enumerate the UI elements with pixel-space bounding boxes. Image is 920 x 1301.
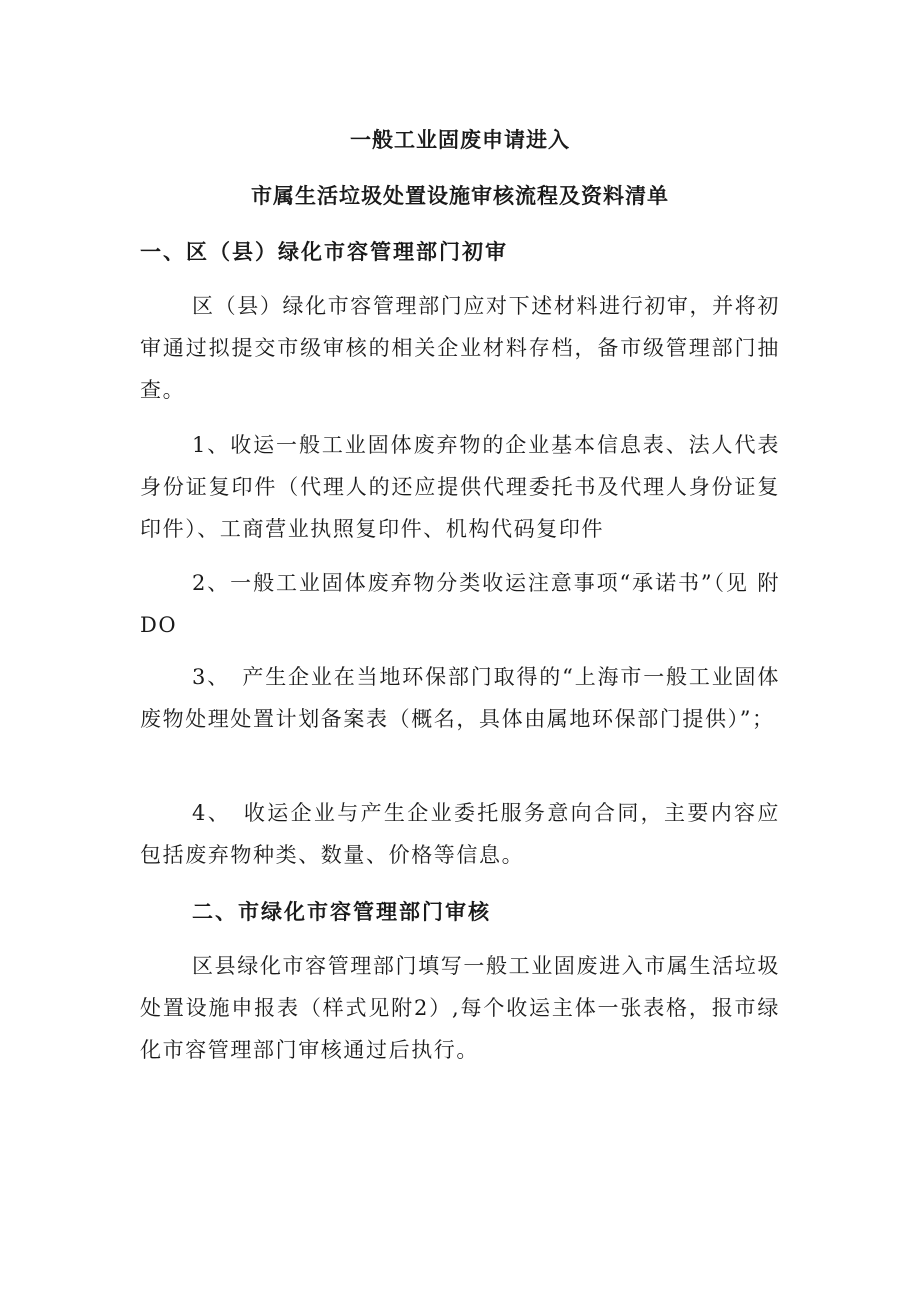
section-2-heading: 二、市绿化市容管理部门审核 — [192, 899, 491, 924]
material-item-4: 4、 收运企业与产生企业委托服务意向合同，主要内容应包括废弃物种类、数量、价格等信息。 — [140, 801, 780, 867]
section-1-heading: 一、区（县）绿化市容管理部门初审 — [140, 239, 508, 264]
section-2-body: 区县绿化市容管理部门填写一般工业固废进入市属生活垃圾处置设施申报表（样式见附2）,每个收运主体一张表格，报市绿化市容管理部门审核通过后执行。 — [140, 954, 780, 1062]
material-item-2: 2、一般工业固体废弃物分类收运注意事项“承诺书”（见 附DO — [140, 571, 780, 637]
material-item-1: 1、收运一般工业固体废弃物的企业基本信息表、法人代表身份证复印件（代理人的还应提供代理委托书及代理人身份证复印件）、工商营业执照复印件、机构代码复印件 — [140, 433, 780, 541]
material-item-3: 3、 产生企业在当地环保部门取得的“上海市一般工业固体废物处理处置计划备案表（概名，具体由属地环保部门提供）”； — [140, 665, 780, 731]
document-title-line-2: 市属生活垃圾处置设施审核流程及资料清单 — [251, 184, 669, 208]
section-1-intro: 区（县）绿化市容管理部门应对下述材料进行初审，并将初审通过拟提交市级审核的相关企业材料存档，备市级管理部门抽查。 — [140, 294, 780, 402]
document-title-line-1: 一般工业固废申请进入 — [350, 128, 570, 152]
